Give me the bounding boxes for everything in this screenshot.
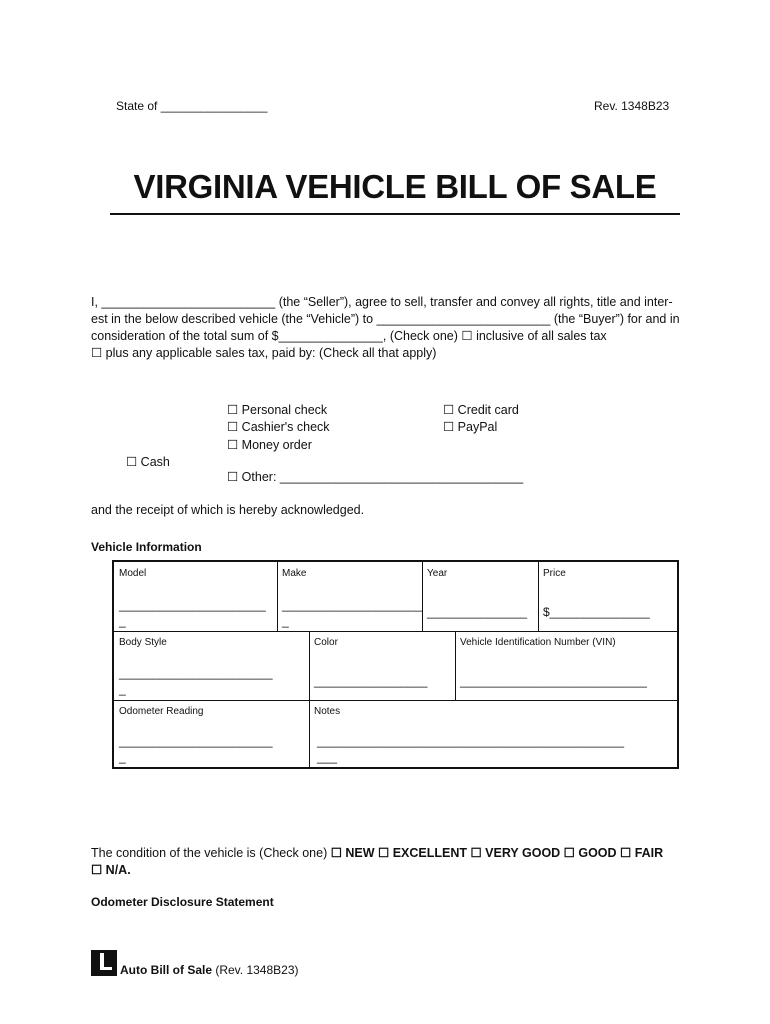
vin-label: Vehicle Identification Number (VIN) [460, 637, 616, 648]
body-style-label: Body Style [119, 637, 167, 648]
make-field[interactable]: _____________________ _ [282, 598, 423, 628]
condition-options[interactable]: ☐ NEW ☐ EXCELLENT ☐ VERY GOOD ☐ GOOD ☐ FAIR [330, 846, 664, 860]
footer-brand: Auto Bill of Sale [120, 963, 213, 977]
credit-card-option[interactable]: ☐ Credit card [443, 403, 519, 417]
condition-na-option[interactable]: ☐ N/A. [91, 863, 131, 877]
body-style-cell[interactable] [114, 631, 309, 700]
make-label: Make [282, 568, 307, 579]
state-field: State of ________________ [116, 99, 268, 113]
personal-check-option[interactable]: ☐ Personal check [227, 403, 328, 417]
notes-label: Notes [314, 706, 341, 717]
intro-line-3: consideration of the total sum of $_______________, (Check one) ☐ inclusive of all sales tax [91, 329, 607, 343]
footer [120, 963, 299, 977]
color-label: Color [314, 637, 338, 648]
color-cell[interactable] [309, 631, 455, 700]
year-label: Year [427, 568, 448, 579]
intro-line-1: I, _________________________ (the “Seller”), agree to sell, transfer and convey all rights, title and inter- [91, 295, 673, 309]
intro-line-2: est in the below described vehicle (the “Vehicle”) to _________________________ (the “Buyer”) for and in [91, 312, 680, 326]
intro-paragraph [91, 294, 680, 362]
model-cell[interactable] [114, 562, 277, 631]
document-title: VIRGINIA VEHICLE BILL OF SALE [133, 168, 657, 205]
money-order-option[interactable]: ☐ Money order [227, 438, 312, 452]
brand-logo-icon [91, 950, 117, 976]
odometer-label: Odometer Reading [119, 706, 204, 717]
model-field[interactable]: ______________________ _ [119, 598, 266, 628]
model-label: Model [119, 568, 147, 579]
notes-field[interactable]: ______________________________________________ ___ [317, 734, 624, 764]
year-field[interactable]: _______________ [427, 605, 528, 619]
footer-revision: (Rev. 1348B23) [212, 963, 299, 977]
color-field[interactable]: _________________ [314, 674, 428, 688]
revision-number: Rev. 1348B23 [594, 99, 670, 113]
price-field[interactable]: $_______________ [543, 605, 650, 619]
odometer-cell[interactable] [114, 700, 309, 767]
title-underline [110, 213, 680, 215]
odometer-disclosure-heading: Odometer Disclosure Statement [91, 895, 274, 909]
notes-cell[interactable] [309, 700, 677, 767]
other-payment-option[interactable]: ☐ Other: ___________________________________ [227, 470, 524, 484]
make-cell[interactable] [277, 562, 422, 631]
price-cell[interactable] [538, 562, 677, 631]
body-style-field[interactable]: _______________________ _ [119, 666, 273, 696]
vehicle-condition [91, 845, 663, 879]
vehicle-info-table [112, 560, 679, 769]
paypal-option[interactable]: ☐ PayPal [443, 420, 498, 434]
cashiers-check-option[interactable]: ☐ Cashier's check [227, 420, 330, 434]
cash-option[interactable]: ☐ Cash [126, 455, 170, 469]
condition-prefix: The condition of the vehicle is (Check one) [91, 846, 331, 860]
year-cell[interactable] [422, 562, 538, 631]
vin-cell[interactable] [455, 631, 677, 700]
odometer-field[interactable]: _______________________ _ [119, 734, 273, 764]
intro-line-4: ☐ plus any applicable sales tax, paid by: (Check all that apply) [91, 346, 437, 360]
price-label: Price [543, 568, 566, 579]
receipt-acknowledgment: and the receipt of which is hereby acknowledged. [91, 503, 365, 517]
vin-field[interactable]: ____________________________ [460, 674, 647, 688]
vehicle-info-heading: Vehicle Information [91, 540, 202, 554]
